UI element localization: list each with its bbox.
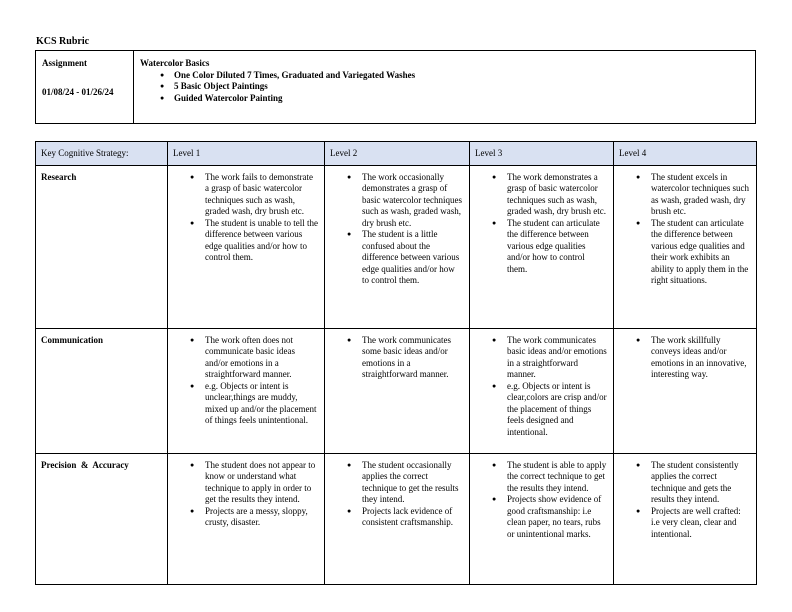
criterion-item: ● Projects are a messy, sloppy, crusty, disaster. (168, 506, 318, 529)
criterion-item: ● Projects show evidence of good craftsmanship: i.e clean paper, no tears, rubs or unintentional marks. (470, 494, 607, 540)
column-header-level-2: Level 2 (325, 142, 470, 166)
assignment-box (35, 50, 756, 124)
criterion-item: ● The student is unable to tell the difference between various edge qualities and/or how to control them. (168, 218, 318, 264)
criterion-item: ● The work demonstrates a grasp of basic watercolor techniques such as wash, graded wash, dry brush etc. (470, 172, 607, 218)
column-header-level-1: Level 1 (168, 142, 325, 166)
row-label-precision-accuracy: Precision & Accuracy (36, 453, 168, 584)
criterion-item: ● The work fails to demonstrate a grasp of basic watercolor techniques such as wash, graded wash, dry brush etc. (168, 172, 318, 218)
row-label-communication: Communication (36, 328, 168, 453)
table-header-row (36, 142, 757, 166)
assignment-item: ● Guided Watercolor Painting (140, 93, 415, 105)
criterion-item: ● The student is a little confused about the difference between various edge qualities and/or how to control them. (325, 229, 463, 287)
assignment-info (36, 51, 134, 123)
criterion-item: ● The student is able to apply the correct technique to get the results they intend. (470, 460, 607, 495)
criterion-item: ● The work often does not communicate basic ideas and/or emotions in a straightforward manner. (168, 335, 318, 381)
table-row-communication (36, 328, 757, 453)
criterion-item: ● The student does not appear to know or understand what technique to apply in order to get the results they intend. (168, 460, 318, 506)
criterion-item: ● The student can articulate the difference between various edge qualities and their work exhibits an ability to apply them in the right situations. (614, 218, 750, 287)
criterion-item: ● The student occasionally applies the correct technique to get the results they intend. (325, 460, 463, 506)
cell-precision-level-4 (614, 453, 757, 584)
cell-research-level-3 (470, 165, 614, 328)
criterion-item: ● Projects lack evidence of consistent craftsmanship. (325, 506, 463, 529)
criterion-item: ● Projects are well crafted: i.e very clean, clear and intentional. (614, 506, 750, 541)
cell-research-level-4 (614, 165, 757, 328)
assignment-list (140, 70, 415, 105)
criterion-item: ● The work skillfully conveys ideas and/or emotions in an innovative, interesting way. (614, 335, 750, 381)
cell-precision-level-2 (325, 453, 470, 584)
criterion-item: ● The student consistently applies the correct technique and gets the results they intend. (614, 460, 750, 506)
cell-precision-level-1 (168, 453, 325, 584)
cell-communication-level-1 (168, 328, 325, 453)
assignment-title: Watercolor Basics (140, 58, 210, 68)
table-row-research (36, 165, 757, 328)
row-label-research: Research (36, 165, 168, 328)
criterion-item: ● The student excels in watercolor techniques such as wash, graded wash, dry brush etc. (614, 172, 750, 218)
criterion-item: ● e.g. Objects or intent is unclear,things are muddy, mixed up and/or the placement of things feels unintentional. (168, 381, 318, 427)
criterion-item: ● The work communicates basic ideas and/or emotions in a straightforward manner. (470, 335, 607, 381)
document-title: KCS Rubric (36, 36, 90, 47)
cell-communication-level-3 (470, 328, 614, 453)
cell-communication-level-4 (614, 328, 757, 453)
column-header-level-3: Level 3 (470, 142, 614, 166)
criterion-item: ● e.g. Objects or intent is clear,colors are crisp and/or the placement of things feels designed and intentional. (470, 381, 607, 439)
cell-communication-level-2 (325, 328, 470, 453)
column-header-strategy: Key Cognitive Strategy: (36, 142, 168, 166)
table-row-precision-accuracy (36, 453, 757, 584)
rubric-table (35, 141, 757, 585)
criterion-item: ● The student can articulate the difference between various edge qualities and/or how to control them. (470, 218, 607, 276)
assignment-dates: 01/08/24 - 01/26/24 (42, 86, 114, 97)
assignment-item: ● 5 Basic Object Paintings (140, 81, 415, 93)
criterion-item: ● The work communicates some basic ideas and/or emotions in a straightforward manner. (325, 335, 463, 381)
assignment-item: ● One Color Diluted 7 Times, Graduated and Variegated Washes (140, 70, 415, 82)
column-header-level-4: Level 4 (614, 142, 757, 166)
cell-research-level-2 (325, 165, 470, 328)
assignment-label: Assignment (42, 58, 88, 68)
cell-research-level-1 (168, 165, 325, 328)
assignment-details (134, 51, 421, 123)
criterion-item: ● The work occasionally demonstrates a grasp of basic watercolor techniques such as wash, graded wash, dry brush etc. (325, 172, 463, 230)
cell-precision-level-3 (470, 453, 614, 584)
